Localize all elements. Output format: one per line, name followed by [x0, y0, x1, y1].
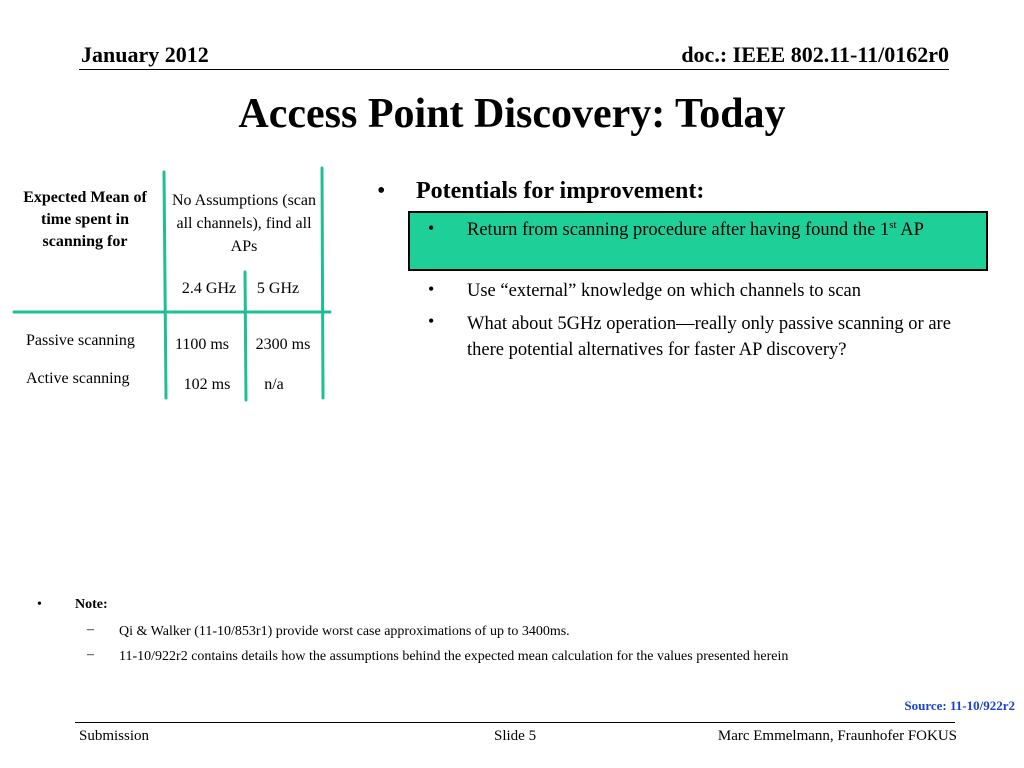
note-dash-marker: – [87, 622, 94, 637]
table-cell-passive-2-4ghz: 1100 ms [174, 336, 230, 353]
note-bullet-marker: • [37, 597, 42, 612]
potential-item-text: Return from scanning procedure after having found the 1 [467, 220, 890, 240]
table-cell-active-5ghz: n/a [264, 376, 284, 393]
slide-title: Access Point Discovery: Today [238, 91, 786, 137]
footer-submission: Submission [79, 728, 150, 744]
sub-bullet-marker: • [428, 218, 435, 238]
potential-item: What about 5GHz operation—really only passive scanning or are there potential alternatives for faster AP discovery? [467, 314, 951, 360]
table-row-label-passive: Passive scanning [26, 332, 135, 349]
table-cell-passive-5ghz: 2300 ms [255, 336, 311, 353]
sub-bullet-marker: • [428, 279, 435, 299]
note-dash-marker: – [87, 647, 94, 662]
potential-item: Use “external” knowledge on which channels to scan [467, 281, 862, 301]
footer-author: Marc Emmelmann, Fraunhofer FOKUS [717, 728, 957, 744]
header-doc-id: doc.: IEEE 802.11-11/0162r0 [681, 42, 949, 67]
note-label: Note: [75, 597, 108, 612]
table-cell-active-2-4ghz: 102 ms [183, 376, 231, 393]
table-row-label-active: Active scanning [26, 370, 130, 387]
sub-bullet-marker: • [428, 311, 435, 331]
potential-item-highlighted [467, 217, 977, 243]
ordinal-superscript: st [889, 218, 897, 231]
potential-item-tail: AP [896, 220, 924, 240]
table-column-header-5ghz: 5 GHz [256, 280, 300, 297]
table-corner-label: Expected Mean of time spent in scanning for [23, 189, 147, 250]
note-item: Qi & Walker (11-10/853r1) provide worst case approximations of up to 3400ms. [119, 624, 570, 639]
table-column-group-header: No Assumptions (scan all channels), find all APs [172, 192, 316, 255]
footer-slide-number: Slide 5 [494, 728, 537, 744]
source-citation: Source: 11-10/922r2 [904, 698, 1015, 713]
note-item: 11-10/922r2 contains details how the assumptions behind the expected mean calculation for the values presented herein [119, 649, 789, 664]
potentials-heading: Potentials for improvement: [416, 178, 705, 204]
table-column-header-2-4ghz: 2.4 GHz [181, 280, 237, 297]
header-date: January 2012 [81, 42, 209, 67]
footer-rule [75, 722, 955, 723]
bullet-marker: • [377, 178, 386, 204]
